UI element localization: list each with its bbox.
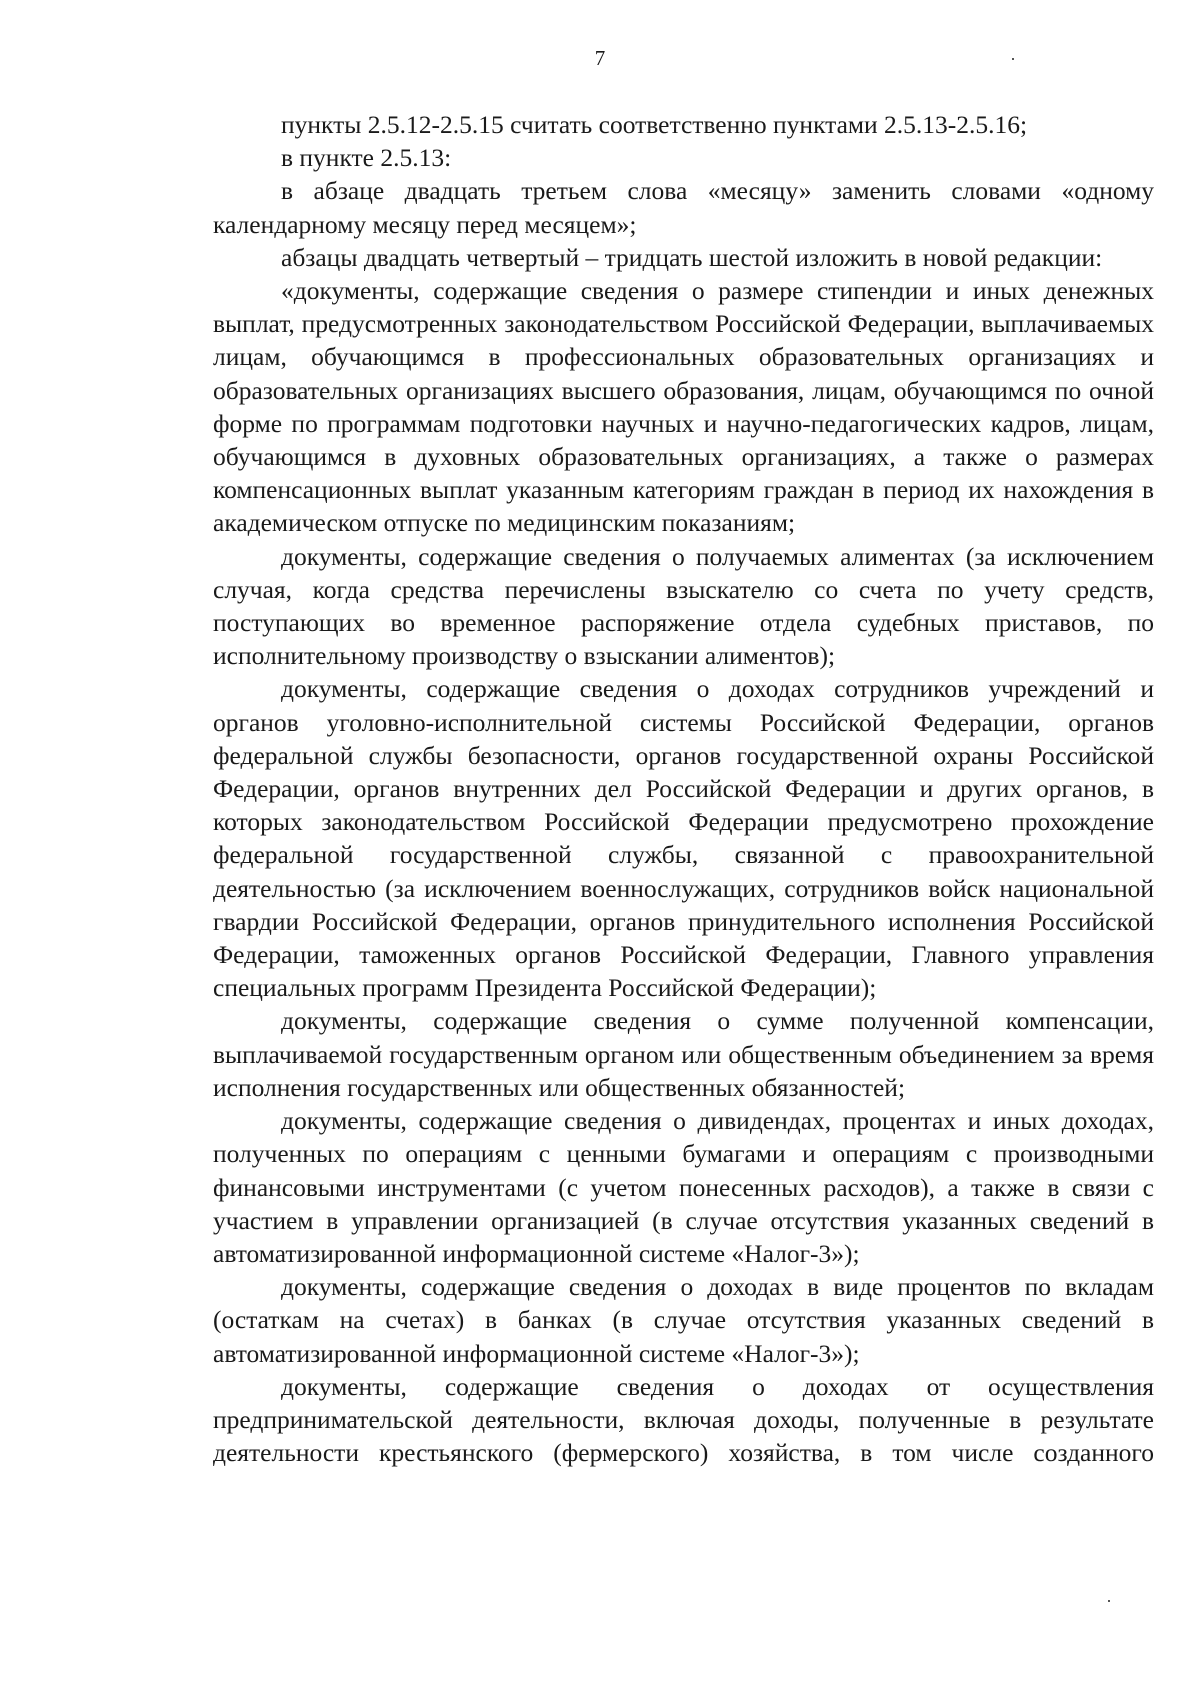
- paragraph-predprinimatelskaya: документы, содержащие сведения о доходах от осуществления предпринимательской деятельности, включая доходы, полученные в результате деятельности крестьянского (фермерского) хозяйства, в том числе созданного: [213, 1371, 1154, 1468]
- document-body: [213, 108, 1154, 1469]
- paragraph-dohody-sotrudnikov: документы, содержащие сведения о доходах сотрудников учреждений и органов уголовно-исполнительной системы Российской Федерации, органов федеральной службы безопасности, органов государственной охраны Российской Федерации, органов внутренних дел Российской Федерации и других органов, в которых законодательством Российской Федерации предусмотрено прохождение федеральной государственной службы, связанной с правоохранительной деятельностью (за исключением военнослужащих, сотрудников войск национальной гвардии Российской Федерации, органов принудительного исполнения Российской Федерации, таможенных органов Российской Федерации, Главного управления специальных программ Президента Российской Федерации);: [213, 674, 1154, 1003]
- paragraph-dividendy: документы, содержащие сведения о дивидендах, процентах и иных доходах, полученных по операциям с ценными бумагами и операциям с производными финансовыми инструментами (с учетом понесенных расходов), а также в связи с участием в управлении организацией (в случае отсутствия указанных сведений в автоматизированной информационной системе «Налог-3»);: [213, 1106, 1154, 1268]
- paragraph-alimenty: документы, содержащие сведения о получаемых алиментах (за исключением случая, когда средства перечислены взыскателю со счета по учету средств, поступающих во временное распоряжение отдела судебных приставов, по исполнительному производству о взыскании алиментов);: [213, 541, 1154, 671]
- paragraph-abzacy-24-36: абзацы двадцать четвертый – тридцать шестой изложить в новой редакции:: [281, 242, 1103, 272]
- scan-artifact: [1012, 58, 1014, 60]
- paragraph-item-2-5-13: в пункте 2.5.13:: [281, 143, 452, 173]
- paragraph-kompensaciya: документы, содержащие сведения о сумме полученной компенсации, выплачиваемой государственным органом или общественным объединением за время исполнения государственных или общественных обязанностей;: [213, 1006, 1154, 1102]
- paragraph-abzac-23: в абзаце двадцать третьем слова «месяцу» заменить словами «одному календарному месяцу перед месяцем»;: [213, 176, 1154, 239]
- paragraph-stipendii: «документы, содержащие сведения о размере стипендии и иных денежных выплат, предусмотренных законодательством Российской Федерации, выплачиваемых лицам, обучающимся в профессиональных образовательных организациях и образовательных организациях высшего образования, лицам, обучающимся по очной форме по программам подготовки научных и научно-педагогических кадров, лицам, обучающимся в духовных образовательных организациях, а также о размерах компенсационных выплат указанным категориям граждан в период их нахождения в академическом отпуске по медицинским показаниям;: [213, 276, 1154, 538]
- scan-artifact: [1108, 1600, 1110, 1602]
- page-number: 7: [594, 46, 606, 70]
- paragraph-renumber-items: пункты 2.5.12-2.5.15 считать соответственно пунктами 2.5.13-2.5.16;: [281, 110, 1028, 139]
- paragraph-procenty-vklady: документы, содержащие сведения о доходах в виде процентов по вкладам (остаткам на счетах) в банках (в случае отсутствия указанных сведений в автоматизированной информационной системе «Налог-3»);: [213, 1272, 1154, 1368]
